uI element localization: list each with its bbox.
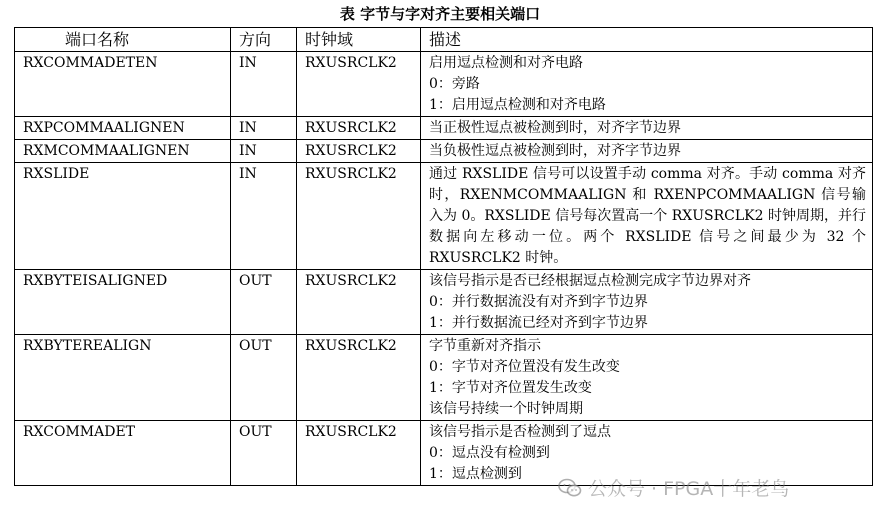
clock-domain-cell: RXUSRCLK2 — [297, 140, 421, 163]
description-line: 启用逗点检测和对齐电路 — [429, 55, 583, 71]
table-row — [15, 335, 873, 421]
description-line: 0：并行数据流没有对齐到字节边界 — [429, 294, 648, 310]
clock-domain-cell: RXUSRCLK2 — [297, 421, 421, 486]
description-line: 1：逗点检测到 — [429, 466, 522, 482]
header-clock-domain: 时钟域 — [297, 28, 421, 52]
port-name-cell: RXBYTEISALIGNED — [15, 270, 231, 335]
port-rows — [15, 52, 873, 486]
clock-domain-cell: RXUSRCLK2 — [297, 117, 421, 140]
watermark-text: 公众号 · FPGA十年老鸟 — [588, 478, 790, 500]
clock-domain-cell: RXUSRCLK2 — [297, 270, 421, 335]
table-row — [15, 270, 873, 335]
description-line: 通过 RXSLIDE 信号可以设置手动 comma 对齐。手动 comma 对齐时，RXENMCOMMAALIGN 和 RXENPCOMMAALIGN 信号输入为 0。RXSLIDE 信号每次置高一个 RXUSRCLK2 时钟周期，并行数据向左移动一位。两个 RXSLIDE 信号之间最少为 32 个 RXUSRCLK2 时钟。 — [429, 166, 866, 266]
description-line: 1：启用逗点检测和对齐电路 — [429, 97, 606, 113]
table-row — [15, 117, 873, 140]
description-line: 当负极性逗点被检测到时，对齐字节边界 — [429, 143, 681, 159]
port-name-cell: RXSLIDE — [15, 163, 231, 270]
port-name-cell: RXBYTEREALIGN — [15, 335, 231, 421]
header-description: 描述 — [421, 28, 873, 52]
direction-cell: OUT — [231, 335, 297, 421]
direction-cell: IN — [231, 52, 297, 117]
table-row — [15, 421, 873, 486]
description-line: 当正极性逗点被检测到时，对齐字节边界 — [429, 120, 681, 136]
description-line: 1：并行数据流已经对齐到字节边界 — [429, 315, 648, 331]
header-port-name: 端口名称 — [15, 28, 231, 52]
description-line: 0：逗点没有检测到 — [429, 445, 550, 461]
port-name-cell: RXPCOMMAALIGNEN — [15, 117, 231, 140]
description-line: 该信号持续一个时钟周期 — [429, 401, 583, 417]
port-name-cell: RXMCOMMAALIGNEN — [15, 140, 231, 163]
direction-cell: OUT — [231, 421, 297, 486]
description-cell — [421, 52, 873, 117]
direction-cell: IN — [231, 117, 297, 140]
description-line: 0：旁路 — [429, 76, 480, 92]
direction-cell: OUT — [231, 270, 297, 335]
port-table — [14, 27, 873, 486]
table-row — [15, 163, 873, 270]
clock-domain-cell: RXUSRCLK2 — [297, 52, 421, 117]
clock-domain-cell: RXUSRCLK2 — [297, 163, 421, 270]
port-name-cell: RXCOMMADET — [15, 421, 231, 486]
description-cell — [421, 335, 873, 421]
description-cell — [421, 117, 873, 140]
description-cell — [421, 270, 873, 335]
table-row — [15, 140, 873, 163]
direction-cell: IN — [231, 163, 297, 270]
description-line: 该信号指示是否检测到了逗点 — [429, 424, 611, 440]
page-title: 表 字节与字对齐主要相关端口 — [339, 5, 541, 23]
port-name-cell: RXCOMMADETEN — [15, 52, 231, 117]
description-cell — [421, 421, 873, 486]
description-line: 该信号指示是否已经根据逗点检测完成字节边界对齐 — [429, 273, 751, 289]
description-line: 0：字节对齐位置没有发生改变 — [429, 359, 620, 375]
description-cell — [421, 163, 873, 270]
description-line: 1：字节对齐位置发生改变 — [429, 380, 592, 396]
table-row — [15, 52, 873, 117]
header-direction: 方向 — [231, 28, 297, 52]
description-line: 字节重新对齐指示 — [429, 338, 541, 354]
description-cell — [421, 140, 873, 163]
direction-cell: IN — [231, 140, 297, 163]
table-header-row — [15, 28, 873, 52]
clock-domain-cell: RXUSRCLK2 — [297, 335, 421, 421]
